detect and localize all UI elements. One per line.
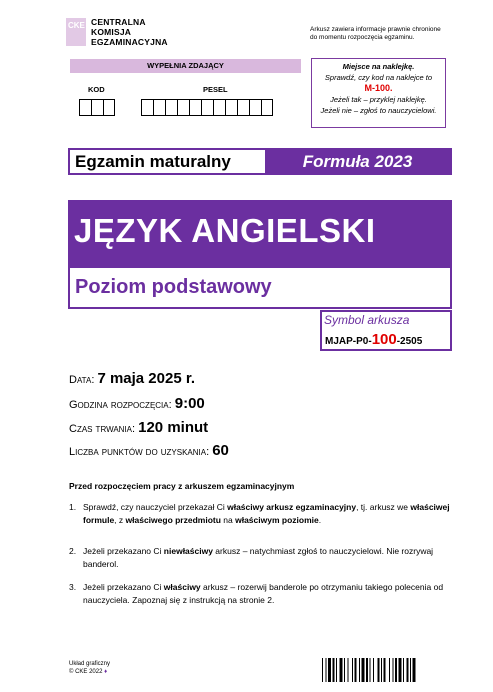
- footer: [69, 660, 110, 676]
- pesel-box[interactable]: [261, 99, 273, 116]
- notice-line-2: do momentu rozpoczęcia egzaminu.: [310, 34, 415, 41]
- pesel-box[interactable]: [153, 99, 165, 116]
- pesel-box[interactable]: [177, 99, 189, 116]
- barcode-bar: [344, 658, 345, 682]
- instruction-item: [69, 501, 459, 527]
- barcode-bar: [340, 658, 343, 682]
- sticker-line-1: Miejsce na naklejkę.: [342, 62, 415, 71]
- points-value: 60: [212, 442, 229, 459]
- organization-name: [91, 17, 168, 47]
- barcode-bar: [362, 658, 365, 682]
- instruction-item: [69, 545, 459, 571]
- barcode-bar: [348, 658, 349, 682]
- barcode-bar: [359, 658, 360, 682]
- text: arkusz – rozerwij banderole po otrzymaniu takiego polecenia od nauczyciela. Zapoznaj się z instrukcją na stronie 2.: [83, 582, 444, 605]
- date-value: 7 maja 2025 r.: [97, 370, 196, 387]
- instructions-heading: Przed rozpoczęciem pracy z arkuszem egzaminacyjnym: [69, 481, 295, 491]
- sticker-area: [311, 58, 446, 128]
- points-row: [69, 442, 229, 459]
- duration-label: Czas trwania:: [69, 423, 136, 435]
- org-line-1: CENTRALNA: [91, 17, 146, 27]
- org-line-2: KOMISJA: [91, 27, 132, 37]
- points-label: Liczba punktów do uzyskania:: [69, 446, 210, 458]
- barcode-bar: [381, 658, 382, 682]
- barcode-bar: [333, 658, 335, 682]
- sticker-code: M-100.: [364, 83, 393, 93]
- fill-in-banner: WYPEŁNIA ZDAJĄCY: [70, 59, 301, 73]
- instruction-number: 3.: [69, 582, 77, 592]
- date-row: [69, 370, 195, 387]
- exam-header-row: [68, 148, 452, 175]
- text: , z: [114, 515, 126, 525]
- symbol-label: Symbol arkusza: [324, 313, 410, 327]
- start-label: Godzina rozpoczęcia:: [69, 399, 172, 411]
- barcode-bar: [407, 658, 409, 682]
- text: na: [220, 515, 236, 525]
- date-label: Data:: [69, 374, 95, 386]
- text: , tj. arkusz we: [356, 502, 411, 512]
- start-value: 9:00: [174, 395, 205, 412]
- kod-label: KOD: [88, 85, 105, 94]
- pesel-box[interactable]: [141, 99, 153, 116]
- pesel-box[interactable]: [237, 99, 249, 116]
- duration-value: 120 minut: [138, 419, 209, 436]
- text: .: [318, 515, 322, 525]
- symbol-prefix: MJAP-P0-: [325, 336, 372, 347]
- symbol-suffix: -2505: [396, 336, 423, 347]
- instruction-number: 2.: [69, 546, 77, 556]
- pesel-label: PESEL: [203, 85, 228, 94]
- barcode: [322, 658, 452, 682]
- kod-box[interactable]: [103, 99, 115, 116]
- pesel-box[interactable]: [249, 99, 261, 116]
- bold-text: właściwym poziomie: [235, 515, 319, 525]
- barcode-bar: [366, 658, 368, 682]
- sticker-line-4: Jeżeli nie – zgłoś to nauczycielowi.: [320, 106, 437, 115]
- symbol-number: 100: [371, 331, 397, 348]
- logo-letters: CKE: [68, 21, 85, 30]
- footer-line-1: Układ graficzny: [69, 661, 111, 667]
- barcode-bar: [336, 658, 337, 682]
- barcode-bar: [389, 658, 390, 682]
- barcode-bar: [413, 658, 416, 682]
- notice-line-1: Arkusz zawiera informacje prawnie chronione: [310, 26, 441, 33]
- barcode-bar: [410, 658, 411, 682]
- footer-line-2: [69, 668, 110, 676]
- sticker-line-3: Jeżeli tak – przyklej naklejkę.: [330, 95, 427, 104]
- instruction-number: 1.: [69, 502, 77, 512]
- instruction-item: [69, 581, 459, 607]
- barcode-bar: [384, 658, 386, 682]
- barcode-bar: [370, 658, 371, 682]
- pesel-box[interactable]: [213, 99, 225, 116]
- bold-text: właściwego przedmiotu: [125, 515, 221, 525]
- exam-name: Egzamin maturalny: [70, 150, 270, 173]
- barcode-bar: [326, 658, 327, 682]
- barcode-bar: [373, 658, 374, 682]
- barcode-bar: [395, 658, 397, 682]
- pesel-box[interactable]: [165, 99, 177, 116]
- copyright-text: © CKE 2022: [69, 669, 103, 675]
- symbol-code: [325, 331, 422, 348]
- barcode-bar: [322, 658, 323, 682]
- cke-small-icon: ♦: [104, 669, 108, 675]
- barcode-bar: [378, 658, 380, 682]
- duration-row: [69, 419, 208, 436]
- sticker-line-2: Sprawdź, czy kod na naklejce to: [324, 73, 433, 82]
- bold-text: właściwy: [163, 582, 201, 592]
- exam-formula: Formuła 2023: [265, 150, 450, 173]
- text: arkusz – natychmiast zgłoś to nauczycielowi. Nie rozrywaj banderol.: [83, 546, 434, 569]
- kod-box[interactable]: [91, 99, 103, 116]
- barcode-bar: [393, 658, 394, 682]
- pesel-input-boxes[interactable]: [141, 99, 273, 116]
- bold-text: niewłaściwy: [163, 546, 213, 556]
- org-line-3: EGZAMINACYJNA: [91, 37, 168, 47]
- level-title: Poziom podstawowy: [75, 276, 272, 298]
- pesel-box[interactable]: [201, 99, 213, 116]
- text: Jeżeli przekazano Ci: [83, 546, 164, 556]
- barcode-bar: [355, 658, 357, 682]
- pesel-box[interactable]: [225, 99, 237, 116]
- barcode-bar: [352, 658, 353, 682]
- kod-input-boxes[interactable]: [79, 99, 115, 116]
- barcode-bar: [328, 658, 331, 682]
- bold-text: właściwej formule: [83, 502, 450, 525]
- text: Jeżeli przekazano Ci: [83, 582, 164, 592]
- bold-text: właściwy arkusz egzaminacyjny: [227, 502, 357, 512]
- cke-logo: [66, 18, 86, 46]
- text: Sprawdź, czy nauczyciel przekazał Ci: [83, 502, 228, 512]
- protected-info-notice: [310, 26, 480, 42]
- barcode-bar: [403, 658, 404, 682]
- start-time-row: [69, 395, 205, 412]
- kod-box[interactable]: [79, 99, 91, 116]
- pesel-box[interactable]: [189, 99, 201, 116]
- subject-title: JĘZYK ANGIELSKI: [74, 212, 376, 249]
- barcode-bar: [399, 658, 402, 682]
